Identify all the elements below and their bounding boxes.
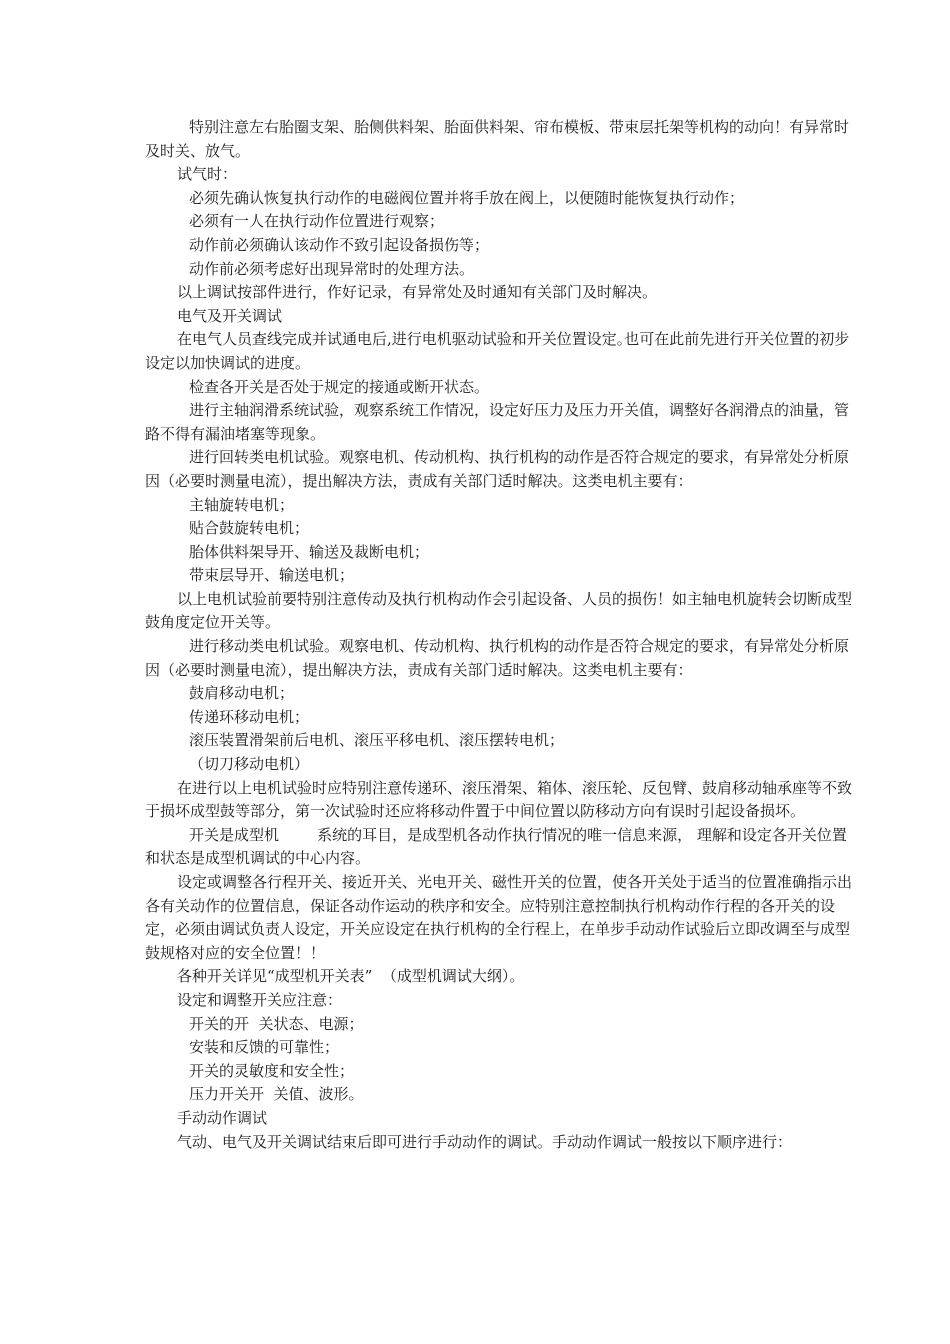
list-item: （切刀移动电机） — [189, 755, 310, 774]
list-item: 必须先确认恢复执行动作的电磁阀位置并将手放在阀上，以便随时能恢复执行动作； — [189, 188, 745, 207]
paragraph: 进行移动类电机试验。观察电机、传动机构、执行机构的动作是否符合规定的要求，有异常处分析原因（必要时测量电流），提出解决方法，责成有关部门适时解决。这类电机主要有： — [145, 637, 850, 679]
paragraph: 各种开关详见“成型机开关表” （成型机调试大纲）。 — [177, 967, 525, 986]
list-item: 压力开关开 关值、波形。 — [189, 1085, 364, 1104]
paragraph: 在电气人员查线完成并试通电后,进行电机驱动试验和开关位置设定｡也可在此前先进行开关位置的初步设定以加快调试的进度。 — [145, 330, 850, 372]
list-item: 滚压装置滑架前后电机、滚压平移电机、滚压摆转电机； — [189, 731, 565, 750]
paragraph-warning-mechanisms: 特别注意左右胎圈支架、胎侧供料架、胎面供料架、帘布模板、带束层托架等机构的动向！有异常时及时关、放气。 — [145, 118, 850, 160]
list-item: 带束层导开、输送电机； — [189, 566, 355, 585]
list-item: 鼓肩移动电机； — [189, 684, 295, 703]
paragraph: 开关是成型机 系统的耳目，是成型机各动作执行情况的唯一信息来源， 理解和设定各开关位置和状态是成型机调试的中心内容。 — [145, 825, 847, 868]
paragraph: 在进行以上电机试验时应特别注意传递环、滚压滑架、箱体、滚压轮、反包臂、鼓肩移动轴承座等不致于损坏成型鼓等部分，第一次试验时还应将移动件置于中间位置以防移动方向有误时引起设备损坏。 — [145, 778, 853, 821]
list-item: 开关的开 关状态、电源； — [189, 1014, 364, 1033]
list-item: 贴合鼓旋转电机； — [189, 519, 310, 538]
list-item: 动作前必须考虑好出现异常时的处理方法。 — [189, 259, 475, 278]
list-item: 动作前必须确认该动作不致引起设备损伤等； — [189, 235, 490, 254]
paragraph: 进行主轴润滑系统试验，观察系统工作情况，设定好压力及压力开关值，调整好各润滑点的油量，管路不得有漏油堵塞等现象。 — [145, 401, 850, 443]
list-item: 安装和反馈的可靠性； — [189, 1038, 340, 1057]
list-item: 主轴旋转电机； — [189, 495, 295, 514]
paragraph: 进行回转类电机试验。观察电机、传动机构、执行机构的动作是否符合规定的要求，有异常处分析原因（必要时测量电流），提出解决方法，责成有关部门适时解决。这类电机主要有： — [145, 448, 850, 490]
paragraph: 以上电机试验前要特别注意传动及执行机构动作会引起设备、人员的损伤！如主轴电机旋转会切断成型鼓角度定位开关等。 — [145, 589, 853, 632]
paragraph: 设定或调整各行程开关、接近开关、光电开关、磁性开关的位置，使各开关处于适当的位置准确指示出各有关动作的位置信息，保证各动作运动的秩序和安全。应特别注意控制执行机构动作行程的各开关的设定，必须由调试负责人设定，开关应设定在执行机构的全行程上，在单步手动动作试验后立即改调至与成型鼓规格对应的安全位置！！ — [145, 873, 853, 962]
section-heading-electrical: 电气及开关调试 — [177, 306, 283, 325]
paragraph: 设定和调整开关应注意： — [177, 990, 343, 1009]
list-item: 胎体供料架导开、输送及裁断电机； — [189, 542, 430, 561]
list-item: 必须有一人在执行动作位置进行观察； — [189, 212, 445, 231]
heading-air-test: 试气时： — [177, 165, 238, 184]
paragraph-record-note: 以上调试按部件进行，作好记录，有异常处及时通知有关部门及时解决。 — [177, 283, 658, 302]
paragraph: 气动、电气及开关调试结束后即可进行手动动作的调试。手动动作调试一般按以下顺序进行： — [177, 1132, 793, 1151]
list-item: 传递环移动电机； — [189, 707, 310, 726]
section-heading-manual: 手动动作调试 — [177, 1108, 268, 1127]
paragraph: 检查各开关是否处于规定的接通或断开状态。 — [189, 377, 490, 396]
document-body — [145, 116, 860, 1154]
list-item: 开关的灵敏度和安全性； — [189, 1061, 355, 1080]
